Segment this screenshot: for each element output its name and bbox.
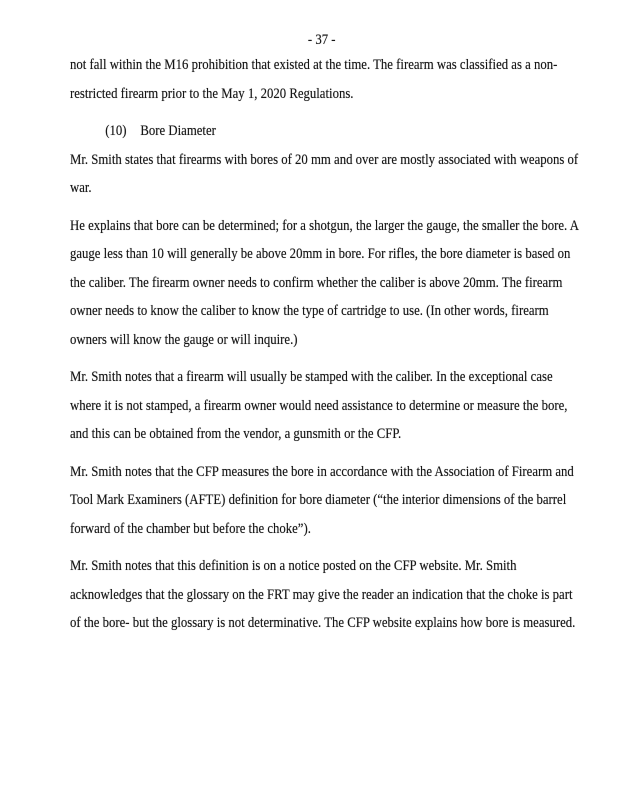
page-number bbox=[10, 0, 623, 48]
text-line: owner needs to know the caliber to know the type of cartridge to use. (In other words, firearm bbox=[70, 303, 549, 319]
text-line: the caliber. The firearm owner needs to confirm whether the caliber is above 20mm. The firearm bbox=[70, 274, 563, 291]
text-line: where it is not stamped, a firearm owner would need assistance to determine or measure the bore, bbox=[70, 397, 568, 414]
text-line: Mr. Smith notes that the CFP measures the bore in accordance with the Association of Firearm and bbox=[70, 463, 574, 480]
text-line: owners will know the gauge or will inquire.) bbox=[70, 331, 298, 348]
text-line: of the bore- but the glossary is not determinative. The CFP website explains how bore is measured. bbox=[70, 615, 576, 631]
text-line: war. bbox=[70, 180, 92, 196]
paragraph bbox=[70, 552, 576, 638]
paragraph bbox=[70, 458, 573, 544]
text-line: Tool Mark Examiners (AFTE) definition for bore diameter (“the interior dimensions of the barrel bbox=[70, 492, 567, 508]
paragraph bbox=[70, 51, 573, 108]
text-line: restricted firearm prior to the May 1, 2020 Regulations. bbox=[70, 85, 354, 102]
paragraph bbox=[70, 212, 579, 355]
text-line: Mr. Smith notes that this definition is on a notice posted on the CFP website. Mr. Smith bbox=[70, 558, 517, 574]
section-heading bbox=[70, 117, 573, 146]
text-line: gauge less than 10 will generally be above 20mm in bore. For rifles, the bore diameter is based on bbox=[70, 246, 571, 262]
text-line: Mr. Smith notes that a firearm will usually be stamped with the caliber. In the exceptional case bbox=[70, 369, 553, 385]
paragraph bbox=[70, 363, 573, 449]
section-number: (10) bbox=[105, 123, 127, 139]
text-line: and this can be obtained from the vendor, a gunsmith or the CFP. bbox=[70, 426, 402, 442]
text-line: forward of the chamber but before the choke”). bbox=[70, 520, 311, 537]
page-number-text: - 37 - bbox=[307, 32, 336, 48]
section-heading-line bbox=[70, 117, 513, 146]
text-line: acknowledges that the glossary on the FRT may give the reader an indication that the choke is part bbox=[70, 586, 573, 603]
paragraph bbox=[70, 146, 579, 203]
text-line: He explains that bore can be determined; for a shotgun, the larger the gauge, the smaller the bore. A bbox=[70, 217, 579, 234]
section-title: Bore Diameter bbox=[140, 123, 216, 139]
text-line: Mr. Smith states that firearms with bores of 20 mm and over are mostly associated with weapons of bbox=[70, 151, 579, 168]
text-line: not fall within the M16 prohibition that existed at the time. The firearm was classified as a non- bbox=[70, 57, 558, 73]
document-body bbox=[70, 51, 579, 638]
